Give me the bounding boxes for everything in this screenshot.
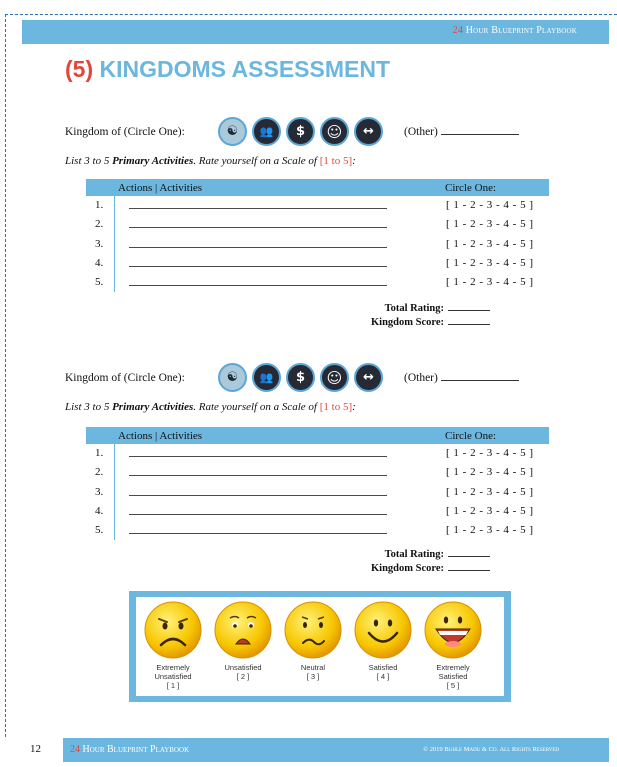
rating-scale[interactable]: [ 1 - 2 - 3 - 4 - 5 ] xyxy=(446,447,534,459)
extremely-satisfied-face-icon xyxy=(422,600,484,660)
rating-scale[interactable]: [ 1 - 2 - 3 - 4 - 5 ] xyxy=(446,218,534,231)
activity-input[interactable] xyxy=(129,514,387,515)
rating-scale[interactable]: [ 1 - 2 - 3 - 4 - 5 ] xyxy=(446,504,534,517)
people-icon[interactable]: 👥 xyxy=(252,117,281,146)
kingdom-prompt: Kingdom of (Circle One): xyxy=(65,372,185,384)
table-row: 4. [ 1 - 2 - 3 - 4 - 5 ] xyxy=(95,504,534,517)
yin-yang-icon[interactable]: ☯ xyxy=(218,363,247,392)
activity-input[interactable] xyxy=(129,285,387,286)
rating-scale[interactable]: [ 1 - 2 - 3 - 4 - 5 ] xyxy=(446,256,534,269)
rating-scale[interactable]: [ 1 - 2 - 3 - 4 - 5 ] xyxy=(446,524,534,537)
instruction-text: List 3 to 5 Primary Activities. Rate yourself on a Scale of [1 to 5]: xyxy=(65,155,356,167)
face-label: Extremely Unsatisfied [ 1 ] xyxy=(154,663,192,690)
face-neutral[interactable] xyxy=(280,600,346,681)
instruction-text: List 3 to 5 Primary Activities. Rate yourself on a Scale of [1 to 5]: xyxy=(65,401,356,413)
kingdom-icons xyxy=(218,117,383,146)
extremely-unsatisfied-face-icon xyxy=(142,600,204,660)
activities-table xyxy=(86,427,549,540)
page-title: (5) KINGDOMS ASSESSMENT xyxy=(65,56,391,82)
other-field[interactable]: (Other) xyxy=(404,126,519,138)
face-label: Neutral [ 3 ] xyxy=(300,663,326,681)
footer-bar xyxy=(63,738,609,762)
total-rating-field[interactable] xyxy=(448,556,490,557)
table-row: 2. [ 1 - 2 - 3 - 4 - 5 ] xyxy=(95,218,534,231)
col-activities: Actions | Activities xyxy=(118,181,203,194)
activities-table xyxy=(86,179,549,292)
rating-scale[interactable]: [ 1 - 2 - 3 - 4 - 5 ] xyxy=(446,237,534,250)
totals: Total Rating: Kingdom Score: xyxy=(330,549,490,577)
satisfied-face-icon xyxy=(352,600,414,660)
activity-input[interactable] xyxy=(129,227,387,228)
activity-input[interactable] xyxy=(129,475,387,476)
face-extremely-unsatisfied[interactable] xyxy=(140,600,206,690)
smiley-icon[interactable]: ☺ xyxy=(320,363,349,392)
kingdom-score-field[interactable] xyxy=(448,324,490,325)
face-label: Satisfied [ 4 ] xyxy=(368,663,398,681)
rating-scale[interactable]: [ 1 - 2 - 3 - 4 - 5 ] xyxy=(446,199,534,211)
page-border-top xyxy=(5,14,617,15)
face-unsatisfied[interactable] xyxy=(210,600,276,681)
header-bar xyxy=(22,20,609,44)
table-row: 1. [ 1 - 2 - 3 - 4 - 5 ] xyxy=(95,199,534,211)
dollar-icon[interactable]: $ xyxy=(286,363,315,392)
copyright: © 2019 Buhle Madu & Co. All Rights Reserved xyxy=(423,746,559,753)
activity-input[interactable] xyxy=(129,266,387,267)
page-number: 12 xyxy=(30,743,41,755)
footer-brand: 24 Hour Blueprint Playbook xyxy=(70,744,190,755)
other-field[interactable]: (Other) xyxy=(404,372,519,384)
table-row: 5. [ 1 - 2 - 3 - 4 - 5 ] xyxy=(95,524,534,537)
satisfaction-scale xyxy=(129,591,511,702)
page-border-left xyxy=(5,14,6,737)
header-brand: 24 Hour Blueprint Playbook xyxy=(452,25,577,36)
table-body xyxy=(95,444,549,540)
table-body xyxy=(95,196,549,292)
face-label: Extremely Satisfied [ 5 ] xyxy=(436,663,470,690)
dumbbell-icon[interactable]: ↔ xyxy=(354,363,383,392)
col-circle-one: Circle One: xyxy=(445,181,497,194)
totals: Total Rating: Kingdom Score: xyxy=(330,303,490,331)
face-label: Unsatisfied [ 2 ] xyxy=(224,663,262,681)
table-row: 2. [ 1 - 2 - 3 - 4 - 5 ] xyxy=(95,466,534,479)
people-icon[interactable]: 👥 xyxy=(252,363,281,392)
activity-input[interactable] xyxy=(129,456,387,457)
yin-yang-icon[interactable]: ☯ xyxy=(218,117,247,146)
table-header xyxy=(86,179,549,196)
activity-input[interactable] xyxy=(129,247,387,248)
kingdom-score-field[interactable] xyxy=(448,570,490,571)
table-row: 4. [ 1 - 2 - 3 - 4 - 5 ] xyxy=(95,256,534,269)
kingdom-prompt: Kingdom of (Circle One): xyxy=(65,126,185,138)
rating-scale[interactable]: [ 1 - 2 - 3 - 4 - 5 ] xyxy=(446,276,534,289)
total-rating-field[interactable] xyxy=(448,310,490,311)
rating-scale[interactable]: [ 1 - 2 - 3 - 4 - 5 ] xyxy=(446,485,534,498)
kingdom-icons xyxy=(218,363,383,392)
satisfaction-scale-inner xyxy=(136,597,504,696)
col-circle-one: Circle One: xyxy=(445,429,497,442)
table-row: 3. [ 1 - 2 - 3 - 4 - 5 ] xyxy=(95,485,534,498)
col-activities: Actions | Activities xyxy=(118,429,203,442)
table-header xyxy=(86,427,549,444)
smiley-icon[interactable]: ☺ xyxy=(320,117,349,146)
dollar-icon[interactable]: $ xyxy=(286,117,315,146)
activity-input[interactable] xyxy=(129,208,387,209)
unsatisfied-face-icon xyxy=(212,600,274,660)
face-extremely-satisfied[interactable] xyxy=(420,600,486,690)
table-row: 5. [ 1 - 2 - 3 - 4 - 5 ] xyxy=(95,276,534,289)
face-satisfied[interactable] xyxy=(350,600,416,681)
activity-input[interactable] xyxy=(129,533,387,534)
activity-input[interactable] xyxy=(129,495,387,496)
rating-scale[interactable]: [ 1 - 2 - 3 - 4 - 5 ] xyxy=(446,466,534,479)
neutral-face-icon xyxy=(282,600,344,660)
dumbbell-icon[interactable]: ↔ xyxy=(354,117,383,146)
table-row: 1. [ 1 - 2 - 3 - 4 - 5 ] xyxy=(95,447,534,459)
table-row: 3. [ 1 - 2 - 3 - 4 - 5 ] xyxy=(95,237,534,250)
